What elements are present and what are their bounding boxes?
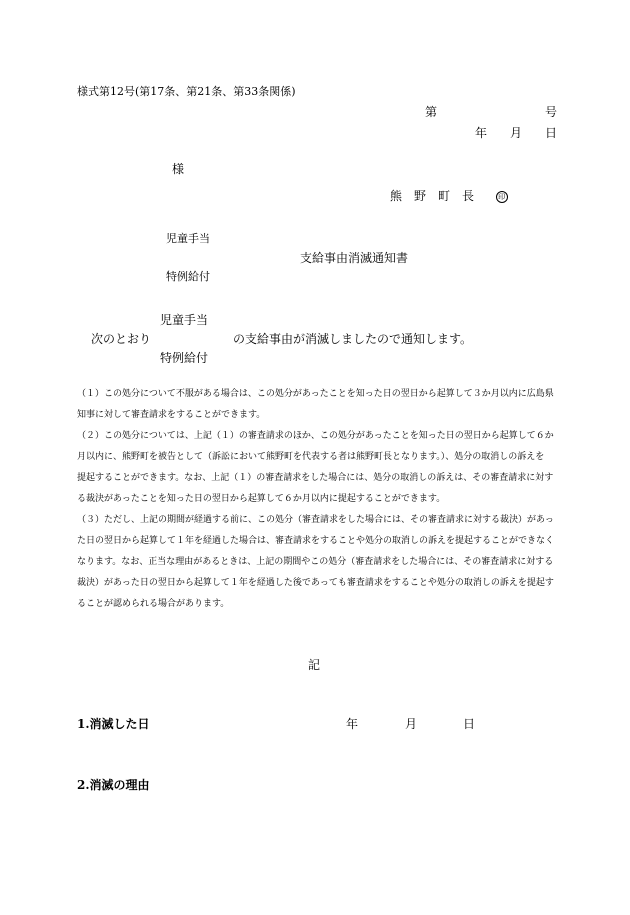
note-line: 裁決）があった日の翌日から起算して１年を経過した後であっても審査請求をすることや処分の取消しの訴えを提起す bbox=[77, 578, 554, 588]
title-option-child-allowance: 児童手当 bbox=[166, 232, 210, 245]
note-line: た日の翌日から起算して１年を経過した場合は、審査請求をすることや処分の取消しの訴えを提起することができなく bbox=[77, 536, 555, 546]
note-line: ることが認められる場合があります。 bbox=[77, 599, 230, 609]
body-text: の支給事由が消滅しましたので通知します。 bbox=[233, 332, 473, 346]
body-option-special-benefit: 特例給付 bbox=[160, 351, 209, 365]
appeal-notes bbox=[77, 384, 567, 615]
addressee-suffix: 様 bbox=[172, 162, 185, 176]
issuer-name bbox=[390, 190, 508, 203]
note-line: る裁決があったことを知った日の翌日から起算して６か月以内に提起することができます。 bbox=[77, 494, 446, 504]
page-title: 支給事由消滅通知書 bbox=[300, 251, 409, 265]
seal-mark: 印 bbox=[496, 191, 508, 203]
doc-number-suffix: 号 bbox=[545, 105, 558, 119]
ki-heading: 記 bbox=[308, 658, 321, 672]
date-day: 日 bbox=[545, 126, 558, 140]
form-number: 様式第12号(第17条、第21条、第33条関係) bbox=[77, 85, 296, 98]
item1-month: 月 bbox=[405, 717, 418, 731]
note-line: 提起することができます。なお、上記（１）の審査請求をした場合には、処分の取消しの訴えは、その審査請求に対す bbox=[77, 473, 554, 483]
issuer-name-text: 熊 野 町 長 bbox=[390, 189, 475, 203]
note-line: 月以内に、熊野町を被告として（訴訟において熊野町を代表する者は熊野町長となります。）、処分の取消しの訴えを bbox=[77, 452, 545, 462]
body-option-child-allowance: 児童手当 bbox=[160, 313, 209, 327]
item1-label: 1.消滅した日 bbox=[77, 717, 150, 731]
note-line: なります。なお、正当な理由があるときは、上記の期間やこの処分（審査請求をした場合には、その審査請求に対する bbox=[77, 557, 554, 567]
date-year: 年 bbox=[475, 126, 488, 140]
date-month: 月 bbox=[510, 126, 523, 140]
item1-year: 年 bbox=[346, 717, 359, 731]
note-line: 知事に対して審査請求をすることができます。 bbox=[77, 410, 266, 420]
title-option-special-benefit: 特例給付 bbox=[166, 270, 210, 283]
doc-number-prefix: 第 bbox=[425, 105, 438, 119]
note-line: （３）ただし、上記の期間が経過する前に、この処分（審査請求をした場合には、その審査請求に対する裁決）があっ bbox=[77, 515, 554, 525]
item2-label: 2.消滅の理由 bbox=[77, 778, 150, 792]
item1-day: 日 bbox=[463, 717, 476, 731]
note-line: （１）この処分について不服がある場合は、この処分があったことを知った日の翌日から起算して３か月以内に広島県 bbox=[77, 389, 554, 399]
body-lead: 次のとおり bbox=[91, 332, 152, 346]
note-line: （２）この処分については、上記（１）の審査請求のほか、この処分があったことを知った日の翌日から起算して６か bbox=[77, 431, 554, 441]
